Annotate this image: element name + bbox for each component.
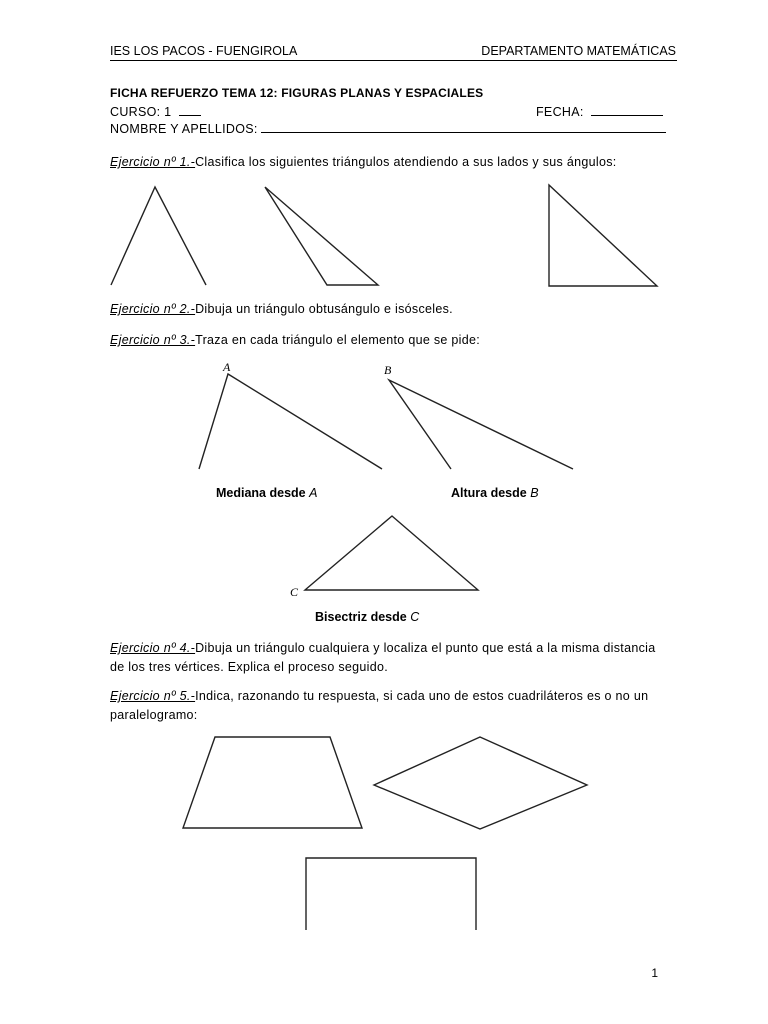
exercise-5-text: Indica, razonando tu respuesta, si cada uno de estos cuadriláteros es o no un paralelogramo: [110,689,649,722]
rhombus [374,737,587,829]
exercise-1-label: Ejercicio nº 1.- [110,155,196,169]
caption-altura-vertex: B [530,486,539,500]
caption-mediana-text: Mediana desde [216,486,306,500]
caption-altura-text: Altura desde [451,486,527,500]
caption-bisectriz-vertex: C [410,610,420,624]
vertex-c-label: C [290,585,299,599]
trapezoid [183,737,362,828]
caption-mediana-vertex: A [309,486,318,500]
exercise-3-label: Ejercicio nº 3.- [110,333,196,347]
exercise-5-label: Ejercicio nº 5.- [110,689,196,703]
exercise-4-label: Ejercicio nº 4.- [110,641,196,655]
vertex-b-label: B [384,363,392,377]
exercise-3-text: Traza en cada triángulo el elemento que se pide: [195,333,481,347]
school-name: IES LOS PACOS - FUENGIROLA [110,44,298,58]
exercise-4-text: Dibuja un triángulo cualquiera y localiza el punto que está a la misma distancia de los tres vértices. Explica el proceso seguido. [110,641,656,674]
rectangle-partial [306,858,476,930]
fecha-label: FECHA: [536,105,584,119]
curso-label: CURSO: 1 [110,105,172,119]
department-name: DEPARTAMENTO MATEMÁTICAS [481,44,676,58]
nombre-label: NOMBRE Y APELLIDOS: [110,122,258,136]
exercise-2-label: Ejercicio nº 2.- [110,302,196,316]
exercise-1-text: Clasifica los siguientes triángulos atendiendo a sus lados y sus ángulos: [195,155,617,169]
caption-bisectriz-text: Bisectriz desde [315,610,407,624]
worksheet-title: FICHA REFUERZO TEMA 12: FIGURAS PLANAS Y ESPACIALES [110,86,484,100]
page-number: 1 [651,966,658,980]
exercise-2-text: Dibuja un triángulo obtusángulo e isósceles. [195,302,453,316]
vertex-a-label: A [223,360,231,374]
